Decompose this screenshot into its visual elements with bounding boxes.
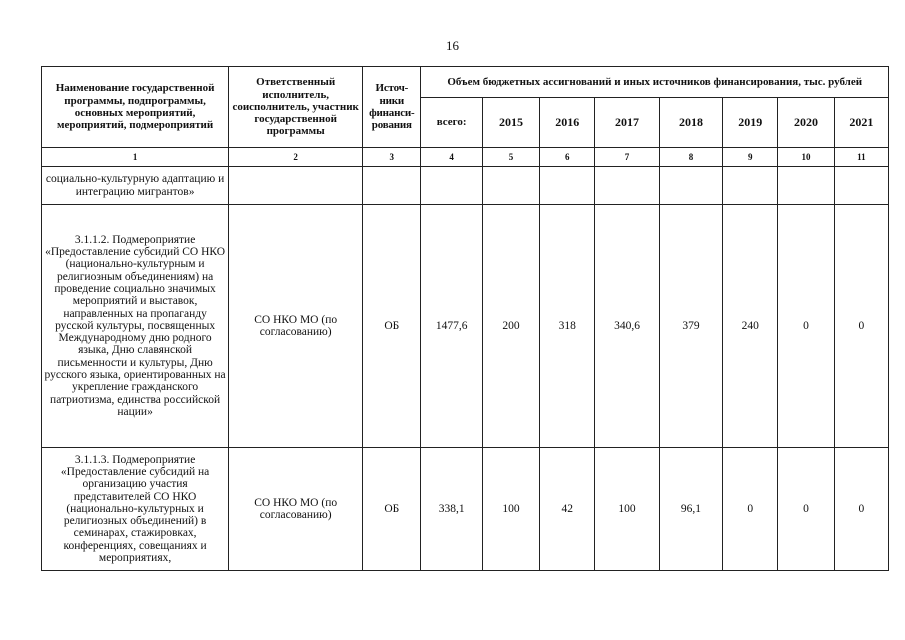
header-total: всего: — [421, 98, 482, 148]
column-numbers-row — [42, 148, 889, 167]
column-number: 4 — [421, 148, 482, 167]
column-number: 7 — [595, 148, 659, 167]
total-cell: 338,1 — [421, 448, 482, 571]
year-value-cell: 0 — [723, 448, 778, 571]
header-executor: Ответственный исполнитель, соисполнитель, участник государственной программы — [229, 67, 363, 148]
header-source: Источ-ники финанси-рования — [363, 67, 421, 148]
total-cell — [421, 167, 482, 205]
header-name: Наименование государственной программы, подпрограммы, основных мероприятий, мероприятий, подмероприятий — [42, 67, 229, 148]
year-value-cell — [595, 167, 659, 205]
year-value-cell: 0 — [834, 448, 888, 571]
column-number: 10 — [778, 148, 834, 167]
year-value-cell: 318 — [540, 205, 595, 448]
year-value-cell — [482, 167, 539, 205]
column-number: 9 — [723, 148, 778, 167]
header-budget-title: Объем бюджетных ассигнований и иных источников финансирования, тыс. рублей — [421, 67, 889, 98]
year-value-cell: 340,6 — [595, 205, 659, 448]
year-value-cell — [778, 167, 834, 205]
header-year: 2016 — [540, 98, 595, 148]
column-number: 8 — [659, 148, 722, 167]
year-value-cell: 0 — [778, 205, 834, 448]
year-value-cell: 96,1 — [659, 448, 722, 571]
column-number: 11 — [834, 148, 888, 167]
header-year: 2018 — [659, 98, 722, 148]
header-year: 2015 — [482, 98, 539, 148]
column-number: 3 — [363, 148, 421, 167]
year-value-cell: 100 — [595, 448, 659, 571]
table-row — [42, 205, 889, 448]
column-number: 2 — [229, 148, 363, 167]
executor-cell — [229, 167, 363, 205]
header-year: 2020 — [778, 98, 834, 148]
header-year: 2017 — [595, 98, 659, 148]
year-value-cell: 42 — [540, 448, 595, 571]
column-number: 1 — [42, 148, 229, 167]
year-value-cell: 0 — [834, 205, 888, 448]
year-value-cell: 100 — [482, 448, 539, 571]
budget-table — [41, 66, 889, 571]
table-row — [42, 448, 889, 571]
measure-name: 3.1.1.2. Подмероприятие «Предоставление субсидий СО НКО (национально-культурным и религиозным объединениям) на проведение социально значимых мероприятий и выставок, направленных на пропаганду русской культуры, посвященных Международному дню родного языка, Дню славянской письменности и культуры, Дню русского языка, ориентированных на укрепление гражданского патриотизма, единства российской нации» — [42, 205, 229, 448]
page-number: 16 — [446, 38, 459, 53]
source-cell — [363, 167, 421, 205]
year-value-cell: 0 — [778, 448, 834, 571]
source-cell: ОБ — [363, 205, 421, 448]
executor-cell: СО НКО МО (по согласованию) — [229, 448, 363, 571]
year-value-cell — [659, 167, 722, 205]
table-row — [42, 167, 889, 205]
column-number: 5 — [482, 148, 539, 167]
year-value-cell — [834, 167, 888, 205]
year-value-cell: 240 — [723, 205, 778, 448]
total-cell: 1477,6 — [421, 205, 482, 448]
source-cell: ОБ — [363, 448, 421, 571]
year-value-cell — [723, 167, 778, 205]
year-value-cell: 379 — [659, 205, 722, 448]
measure-name: 3.1.1.3. Подмероприятие «Предоставление субсидий на организацию участия представителей СО НКО (национально-культурных и религиозных объединений) в семинарах, стажировках, конференциях, совещаниях и мероприятиях, — [42, 448, 229, 571]
year-value-cell: 200 — [482, 205, 539, 448]
header-year: 2021 — [834, 98, 888, 148]
measure-name: социально-культурную адаптацию и интеграцию мигрантов» — [42, 167, 229, 205]
executor-cell: СО НКО МО (по согласованию) — [229, 205, 363, 448]
year-value-cell — [540, 167, 595, 205]
column-number: 6 — [540, 148, 595, 167]
header-year: 2019 — [723, 98, 778, 148]
